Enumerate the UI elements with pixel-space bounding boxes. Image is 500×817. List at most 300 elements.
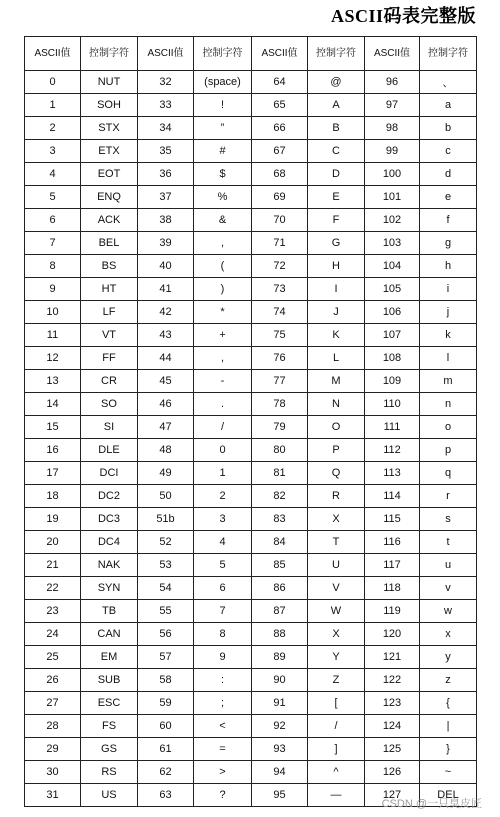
table-row — [25, 278, 477, 301]
table-row — [25, 715, 477, 738]
char-cell: ~ — [420, 761, 477, 784]
ascii-value-cell: 25 — [25, 646, 81, 669]
char-cell: [ — [308, 692, 365, 715]
ascii-value-cell: 8 — [25, 255, 81, 278]
char-cell: U — [308, 554, 365, 577]
char-cell: q — [420, 462, 477, 485]
char-cell: NUT — [81, 71, 138, 94]
char-cell: / — [308, 715, 365, 738]
ascii-value-cell: 26 — [25, 669, 81, 692]
char-cell: STX — [81, 117, 138, 140]
char-cell: o — [420, 416, 477, 439]
ascii-value-cell: 33 — [138, 94, 194, 117]
ascii-value-cell: 13 — [25, 370, 81, 393]
ascii-value-cell: 65 — [252, 94, 308, 117]
header-control-char: 控制字符 — [308, 37, 365, 71]
char-cell: F — [308, 209, 365, 232]
char-cell: } — [420, 738, 477, 761]
char-cell: s — [420, 508, 477, 531]
char-cell: / — [194, 416, 252, 439]
char-cell: i — [420, 278, 477, 301]
char-cell: ETX — [81, 140, 138, 163]
ascii-value-cell: 91 — [252, 692, 308, 715]
ascii-value-cell: 12 — [25, 347, 81, 370]
ascii-value-cell: 45 — [138, 370, 194, 393]
ascii-value-cell: 101 — [365, 186, 420, 209]
char-cell: < — [194, 715, 252, 738]
ascii-value-cell: 0 — [25, 71, 81, 94]
char-cell: SUB — [81, 669, 138, 692]
ascii-value-cell: 17 — [25, 462, 81, 485]
char-cell: : — [194, 669, 252, 692]
ascii-value-cell: 35 — [138, 140, 194, 163]
ascii-value-cell: 34 — [138, 117, 194, 140]
char-cell: B — [308, 117, 365, 140]
ascii-value-cell: 85 — [252, 554, 308, 577]
header-control-char: 控制字符 — [420, 37, 477, 71]
char-cell: TB — [81, 600, 138, 623]
char-cell: j — [420, 301, 477, 324]
ascii-value-cell: 24 — [25, 623, 81, 646]
ascii-value-cell: 59 — [138, 692, 194, 715]
char-cell: O — [308, 416, 365, 439]
char-cell: I — [308, 278, 365, 301]
ascii-value-cell: 68 — [252, 163, 308, 186]
ascii-value-cell: 20 — [25, 531, 81, 554]
watermark: CSDN @一只臭皮匠 — [381, 798, 482, 810]
ascii-value-cell: 22 — [25, 577, 81, 600]
char-cell: & — [194, 209, 252, 232]
ascii-value-cell: 95 — [252, 784, 308, 807]
char-cell: T — [308, 531, 365, 554]
ascii-value-cell: 86 — [252, 577, 308, 600]
table-row — [25, 347, 477, 370]
char-cell: l — [420, 347, 477, 370]
ascii-value-cell: 127 — [365, 784, 420, 807]
ascii-value-cell: 51b — [138, 508, 194, 531]
char-cell: Z — [308, 669, 365, 692]
header-control-char: 控制字符 — [194, 37, 252, 71]
char-cell: FS — [81, 715, 138, 738]
char-cell: M — [308, 370, 365, 393]
char-cell: DEL — [420, 784, 477, 807]
table-row — [25, 186, 477, 209]
ascii-value-cell: 16 — [25, 439, 81, 462]
char-cell: ? — [194, 784, 252, 807]
table-row — [25, 209, 477, 232]
ascii-value-cell: 104 — [365, 255, 420, 278]
char-cell: K — [308, 324, 365, 347]
ascii-value-cell: 3 — [25, 140, 81, 163]
ascii-value-cell: 9 — [25, 278, 81, 301]
char-cell: p — [420, 439, 477, 462]
ascii-value-cell: 27 — [25, 692, 81, 715]
ascii-value-cell: 78 — [252, 393, 308, 416]
char-cell: DC3 — [81, 508, 138, 531]
ascii-value-cell: 74 — [252, 301, 308, 324]
char-cell: n — [420, 393, 477, 416]
ascii-value-cell: 94 — [252, 761, 308, 784]
char-cell: V — [308, 577, 365, 600]
ascii-value-cell: 87 — [252, 600, 308, 623]
ascii-value-cell: 124 — [365, 715, 420, 738]
ascii-value-cell: 58 — [138, 669, 194, 692]
ascii-value-cell: 115 — [365, 508, 420, 531]
char-cell: X — [308, 623, 365, 646]
ascii-value-cell: 117 — [365, 554, 420, 577]
ascii-value-cell: 50 — [138, 485, 194, 508]
char-cell: X — [308, 508, 365, 531]
table-row — [25, 577, 477, 600]
char-cell: ^ — [308, 761, 365, 784]
char-cell: BS — [81, 255, 138, 278]
char-cell: GS — [81, 738, 138, 761]
ascii-value-cell: 43 — [138, 324, 194, 347]
char-cell: @ — [308, 71, 365, 94]
ascii-value-cell: 106 — [365, 301, 420, 324]
char-cell: A — [308, 94, 365, 117]
ascii-value-cell: 44 — [138, 347, 194, 370]
ascii-value-cell: 79 — [252, 416, 308, 439]
char-cell: d — [420, 163, 477, 186]
char-cell: # — [194, 140, 252, 163]
table-row — [25, 692, 477, 715]
table-row — [25, 738, 477, 761]
ascii-value-cell: 82 — [252, 485, 308, 508]
char-cell: a — [420, 94, 477, 117]
ascii-value-cell: 73 — [252, 278, 308, 301]
ascii-value-cell: 55 — [138, 600, 194, 623]
header-ascii-value: ASCII值 — [138, 37, 194, 71]
ascii-value-cell: 28 — [25, 715, 81, 738]
ascii-value-cell: 109 — [365, 370, 420, 393]
char-cell: ! — [194, 94, 252, 117]
ascii-value-cell: 54 — [138, 577, 194, 600]
ascii-value-cell: 83 — [252, 508, 308, 531]
ascii-value-cell: 67 — [252, 140, 308, 163]
ascii-value-cell: 47 — [138, 416, 194, 439]
char-cell: , — [194, 347, 252, 370]
table-row — [25, 140, 477, 163]
header-control-char: 控制字符 — [81, 37, 138, 71]
char-cell: { — [420, 692, 477, 715]
char-cell: + — [194, 324, 252, 347]
header-ascii-value: ASCII值 — [252, 37, 308, 71]
char-cell: (space) — [194, 71, 252, 94]
ascii-value-cell: 77 — [252, 370, 308, 393]
ascii-value-cell: 36 — [138, 163, 194, 186]
char-cell: % — [194, 186, 252, 209]
ascii-value-cell: 14 — [25, 393, 81, 416]
ascii-value-cell: 39 — [138, 232, 194, 255]
ascii-value-cell: 105 — [365, 278, 420, 301]
char-cell: E — [308, 186, 365, 209]
ascii-value-cell: 7 — [25, 232, 81, 255]
char-cell: 5 — [194, 554, 252, 577]
ascii-value-cell: 113 — [365, 462, 420, 485]
ascii-value-cell: 97 — [365, 94, 420, 117]
ascii-value-cell: 76 — [252, 347, 308, 370]
table-header-row — [25, 37, 477, 71]
ascii-value-cell: 100 — [365, 163, 420, 186]
char-cell: CR — [81, 370, 138, 393]
ascii-value-cell: 118 — [365, 577, 420, 600]
table-row — [25, 554, 477, 577]
ascii-value-cell: 31 — [25, 784, 81, 807]
ascii-value-cell: 81 — [252, 462, 308, 485]
char-cell: Y — [308, 646, 365, 669]
char-cell: — — [308, 784, 365, 807]
ascii-value-cell: 126 — [365, 761, 420, 784]
ascii-value-cell: 62 — [138, 761, 194, 784]
char-cell: SO — [81, 393, 138, 416]
char-cell: R — [308, 485, 365, 508]
char-cell: G — [308, 232, 365, 255]
char-cell: e — [420, 186, 477, 209]
char-cell: 7 — [194, 600, 252, 623]
char-cell: VT — [81, 324, 138, 347]
ascii-value-cell: 107 — [365, 324, 420, 347]
ascii-value-cell: 4 — [25, 163, 81, 186]
char-cell: ESC — [81, 692, 138, 715]
table-row — [25, 462, 477, 485]
table-row — [25, 370, 477, 393]
char-cell: SOH — [81, 94, 138, 117]
ascii-value-cell: 18 — [25, 485, 81, 508]
char-cell: DLE — [81, 439, 138, 462]
ascii-value-cell: 42 — [138, 301, 194, 324]
table-row — [25, 117, 477, 140]
ascii-value-cell: 114 — [365, 485, 420, 508]
ascii-value-cell: 23 — [25, 600, 81, 623]
char-cell: , — [194, 232, 252, 255]
char-cell: NAK — [81, 554, 138, 577]
ascii-value-cell: 75 — [252, 324, 308, 347]
ascii-value-cell: 84 — [252, 531, 308, 554]
ascii-value-cell: 88 — [252, 623, 308, 646]
char-cell: ( — [194, 255, 252, 278]
char-cell: 8 — [194, 623, 252, 646]
char-cell: ” — [194, 117, 252, 140]
ascii-value-cell: 57 — [138, 646, 194, 669]
ascii-value-cell: 122 — [365, 669, 420, 692]
char-cell: x — [420, 623, 477, 646]
table-row — [25, 761, 477, 784]
ascii-value-cell: 110 — [365, 393, 420, 416]
ascii-value-cell: 32 — [138, 71, 194, 94]
char-cell: C — [308, 140, 365, 163]
char-cell: 6 — [194, 577, 252, 600]
char-cell: SI — [81, 416, 138, 439]
char-cell: g — [420, 232, 477, 255]
ascii-value-cell: 120 — [365, 623, 420, 646]
char-cell: z — [420, 669, 477, 692]
table-row — [25, 485, 477, 508]
char-cell: * — [194, 301, 252, 324]
char-cell: c — [420, 140, 477, 163]
char-cell: > — [194, 761, 252, 784]
char-cell: W — [308, 600, 365, 623]
ascii-value-cell: 116 — [365, 531, 420, 554]
ascii-value-cell: 99 — [365, 140, 420, 163]
ascii-value-cell: 61 — [138, 738, 194, 761]
table-row — [25, 531, 477, 554]
ascii-value-cell: 53 — [138, 554, 194, 577]
char-cell: ACK — [81, 209, 138, 232]
table-row — [25, 646, 477, 669]
char-cell: BEL — [81, 232, 138, 255]
ascii-value-cell: 15 — [25, 416, 81, 439]
ascii-value-cell: 2 — [25, 117, 81, 140]
char-cell: 9 — [194, 646, 252, 669]
char-cell: 3 — [194, 508, 252, 531]
ascii-value-cell: 108 — [365, 347, 420, 370]
char-cell: ] — [308, 738, 365, 761]
char-cell: Q — [308, 462, 365, 485]
ascii-value-cell: 46 — [138, 393, 194, 416]
char-cell: ENQ — [81, 186, 138, 209]
table-row — [25, 301, 477, 324]
ascii-value-cell: 5 — [25, 186, 81, 209]
char-cell: HT — [81, 278, 138, 301]
char-cell: D — [308, 163, 365, 186]
char-cell: CAN — [81, 623, 138, 646]
ascii-value-cell: 38 — [138, 209, 194, 232]
ascii-value-cell: 60 — [138, 715, 194, 738]
ascii-value-cell: 29 — [25, 738, 81, 761]
ascii-value-cell: 102 — [365, 209, 420, 232]
table-body — [25, 71, 477, 807]
ascii-value-cell: 6 — [25, 209, 81, 232]
char-cell: DC4 — [81, 531, 138, 554]
table-row — [25, 393, 477, 416]
ascii-value-cell: 125 — [365, 738, 420, 761]
char-cell: L — [308, 347, 365, 370]
ascii-value-cell: 63 — [138, 784, 194, 807]
char-cell: y — [420, 646, 477, 669]
header-ascii-value: ASCII值 — [365, 37, 420, 71]
char-cell: 1 — [194, 462, 252, 485]
ascii-value-cell: 123 — [365, 692, 420, 715]
char-cell: 2 — [194, 485, 252, 508]
ascii-value-cell: 93 — [252, 738, 308, 761]
table-row — [25, 623, 477, 646]
page-title: ASCII码表完整版 — [330, 6, 476, 26]
char-cell: = — [194, 738, 252, 761]
ascii-value-cell: 112 — [365, 439, 420, 462]
ascii-value-cell: 92 — [252, 715, 308, 738]
ascii-value-cell: 40 — [138, 255, 194, 278]
char-cell: N — [308, 393, 365, 416]
ascii-value-cell: 103 — [365, 232, 420, 255]
table-row — [25, 94, 477, 117]
table-row — [25, 600, 477, 623]
ascii-value-cell: 41 — [138, 278, 194, 301]
char-cell: US — [81, 784, 138, 807]
char-cell: m — [420, 370, 477, 393]
header-ascii-value: ASCII值 — [25, 37, 81, 71]
char-cell: SYN — [81, 577, 138, 600]
char-cell: h — [420, 255, 477, 278]
ascii-value-cell: 98 — [365, 117, 420, 140]
char-cell: J — [308, 301, 365, 324]
char-cell: f — [420, 209, 477, 232]
ascii-table — [24, 36, 477, 807]
ascii-value-cell: 64 — [252, 71, 308, 94]
char-cell: 、 — [420, 71, 477, 94]
ascii-value-cell: 11 — [25, 324, 81, 347]
ascii-value-cell: 52 — [138, 531, 194, 554]
char-cell: ; — [194, 692, 252, 715]
ascii-value-cell: 119 — [365, 600, 420, 623]
ascii-value-cell: 90 — [252, 669, 308, 692]
char-cell: EOT — [81, 163, 138, 186]
char-cell: v — [420, 577, 477, 600]
char-cell: b — [420, 117, 477, 140]
char-cell: DCI — [81, 462, 138, 485]
char-cell: H — [308, 255, 365, 278]
ascii-value-cell: 70 — [252, 209, 308, 232]
ascii-value-cell: 96 — [365, 71, 420, 94]
char-cell: | — [420, 715, 477, 738]
ascii-value-cell: 89 — [252, 646, 308, 669]
ascii-value-cell: 69 — [252, 186, 308, 209]
char-cell: r — [420, 485, 477, 508]
ascii-value-cell: 121 — [365, 646, 420, 669]
char-cell: u — [420, 554, 477, 577]
char-cell: - — [194, 370, 252, 393]
table-row — [25, 163, 477, 186]
table-row — [25, 71, 477, 94]
table-row — [25, 669, 477, 692]
char-cell: EM — [81, 646, 138, 669]
ascii-value-cell: 30 — [25, 761, 81, 784]
table-row — [25, 232, 477, 255]
char-cell: RS — [81, 761, 138, 784]
char-cell: $ — [194, 163, 252, 186]
table-row — [25, 324, 477, 347]
char-cell: k — [420, 324, 477, 347]
ascii-value-cell: 10 — [25, 301, 81, 324]
ascii-value-cell: 111 — [365, 416, 420, 439]
ascii-value-cell: 1 — [25, 94, 81, 117]
char-cell: t — [420, 531, 477, 554]
ascii-value-cell: 37 — [138, 186, 194, 209]
table-row — [25, 416, 477, 439]
ascii-value-cell: 66 — [252, 117, 308, 140]
char-cell: ) — [194, 278, 252, 301]
ascii-value-cell: 71 — [252, 232, 308, 255]
ascii-value-cell: 80 — [252, 439, 308, 462]
char-cell: . — [194, 393, 252, 416]
char-cell: 4 — [194, 531, 252, 554]
table-row — [25, 439, 477, 462]
char-cell: 0 — [194, 439, 252, 462]
ascii-value-cell: 48 — [138, 439, 194, 462]
ascii-value-cell: 56 — [138, 623, 194, 646]
ascii-value-cell: 19 — [25, 508, 81, 531]
char-cell: w — [420, 600, 477, 623]
ascii-value-cell: 21 — [25, 554, 81, 577]
table-row — [25, 255, 477, 278]
table-row — [25, 508, 477, 531]
char-cell: FF — [81, 347, 138, 370]
ascii-value-cell: 49 — [138, 462, 194, 485]
char-cell: LF — [81, 301, 138, 324]
char-cell: P — [308, 439, 365, 462]
char-cell: DC2 — [81, 485, 138, 508]
ascii-value-cell: 72 — [252, 255, 308, 278]
